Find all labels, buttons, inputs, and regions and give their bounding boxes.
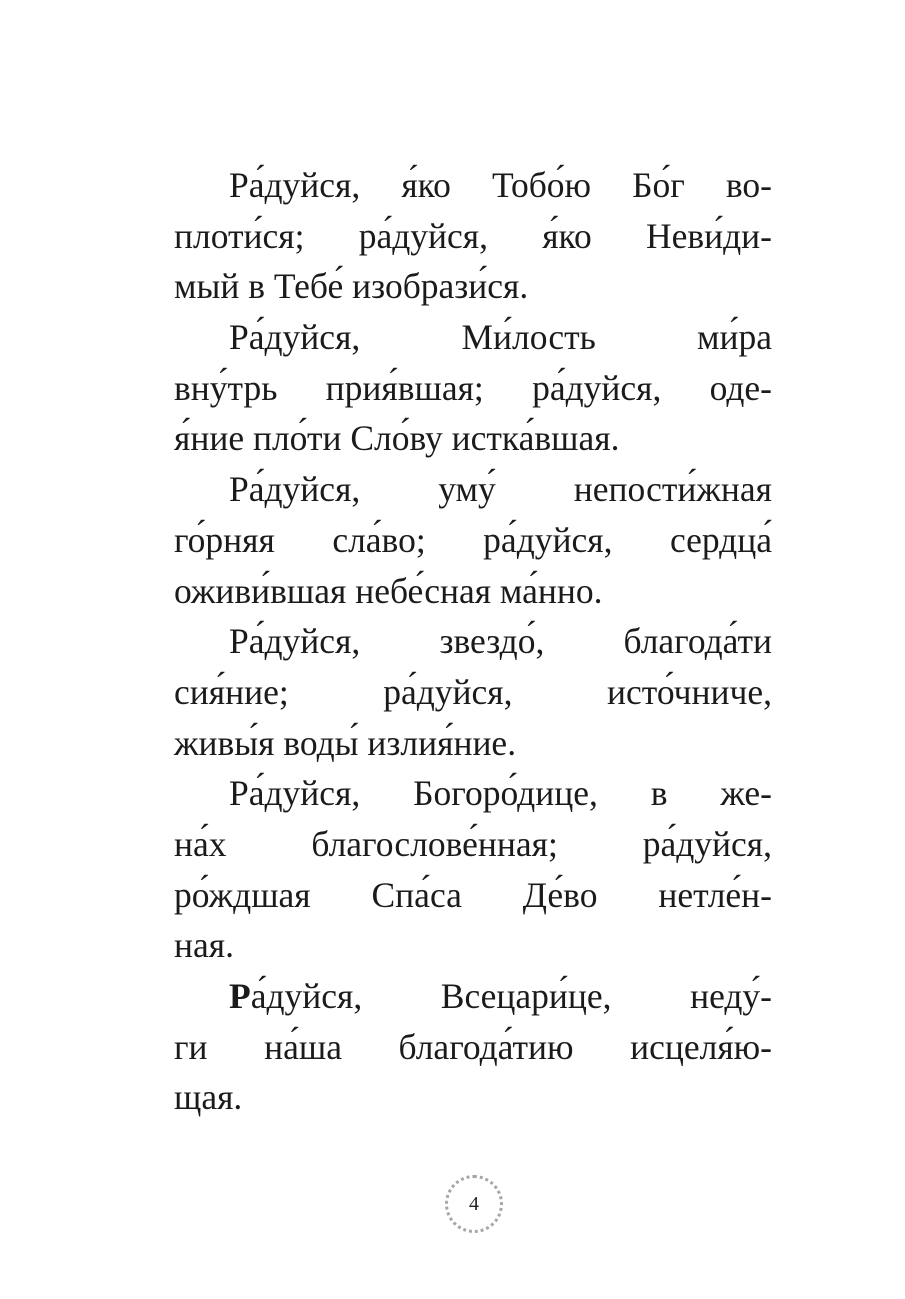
text-line: Ра́дуйся, уму́ непости́жная	[229, 469, 772, 510]
paragraph-1	[174, 160, 772, 312]
text-line: сия́ние; ра́дуйся, исто́чниче,	[174, 671, 772, 712]
text-line: Ра́дуйся, Богоро́дице, в же-	[229, 773, 772, 814]
text-line: вну́трь прия́вшая; ра́дуйся, оде-	[174, 367, 772, 408]
text-line: ро́ждшая Спа́са Де́во нетле́н-	[174, 874, 772, 915]
text-line: го́рняя сла́во; ра́дуйся, сердца́	[174, 519, 772, 560]
text-line: Ра́дуйся, звездо́, благода́ти	[229, 621, 772, 662]
text-line: оживи́вшая небе́сная ма́нно.	[174, 570, 603, 611]
paragraph-5	[174, 768, 772, 971]
page-number-badge	[445, 1175, 503, 1233]
paragraph-6	[174, 971, 772, 1123]
text-line: на́х благослове́нная; ра́дуйся,	[174, 823, 772, 864]
text-line: живы́я воды́ излия́ние.	[174, 722, 517, 763]
text-line: Ра́дуйся, Ми́лость ми́ра	[229, 317, 772, 358]
text-line: ги на́ша благода́тию исцеля́ю-	[174, 1026, 772, 1067]
text-line: я́ние пло́ти Сло́ву истка́вшая.	[174, 418, 620, 459]
page-number: 4	[469, 1192, 479, 1215]
text-line: мый в Тебе́ изобрази́ся.	[174, 266, 529, 307]
text-line: плоти́ся; ра́дуйся, я́ко Неви́ди-	[174, 215, 772, 256]
text-line-rest: а́дуйся, Всецари́це, неду́-	[250, 976, 772, 1016]
text-line: ная.	[174, 925, 234, 966]
akathist-text	[174, 160, 772, 1123]
text-line	[174, 971, 772, 1022]
paragraph-2	[174, 312, 772, 464]
text-line: Ра́дуйся, я́ко Тобо́ю Бо́г во-	[229, 165, 772, 205]
bold-initial-letter: Р	[229, 976, 251, 1016]
paragraph-3	[174, 464, 772, 616]
text-line: щая.	[174, 1077, 243, 1118]
paragraph-4	[174, 616, 772, 768]
